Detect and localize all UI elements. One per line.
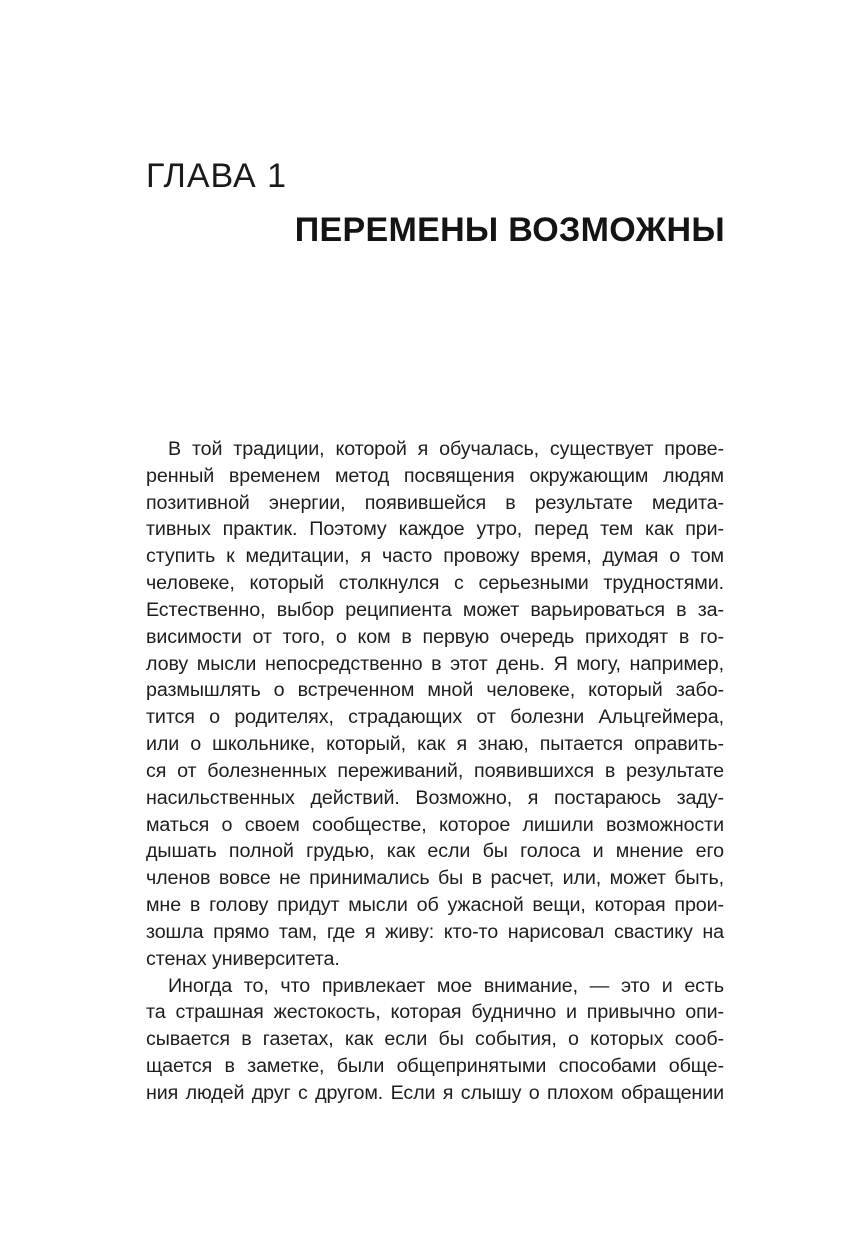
- text-line: Иногда то, что привлекает мое внимание, — это и есть: [168, 974, 724, 997]
- text-line: размышлять о встреченном мной человеке, который забо-: [146, 679, 724, 702]
- text-line: стенах университета.: [146, 947, 340, 970]
- text-line: сывается в газетах, как если бы события, о которых сооб-: [146, 1028, 724, 1051]
- text-line: висимости от того, о ком в первую очередь приходят в го-: [146, 625, 724, 648]
- paragraph: [146, 436, 724, 973]
- text-line: членов вовсе не принимались бы в расчет, или, может быть,: [146, 867, 724, 890]
- text-line: мне в голову придут мысли об ужасной вещи, которая прои-: [146, 894, 724, 917]
- text-line: ся от болезненных переживаний, появившихся в результате: [146, 759, 724, 782]
- text-line: та страшная жестокость, которая буднично и привычно опи-: [146, 1001, 724, 1024]
- chapter-title: ПЕРЕМЕНЫ ВОЗМОЖНЫ: [294, 211, 725, 249]
- text-line: позитивной энергии, появившейся в результате медита-: [146, 491, 724, 514]
- text-line: или о школьнике, который, как я знаю, пытается оправить-: [146, 733, 724, 756]
- paragraph: [146, 973, 724, 1107]
- text-line: тивных практик. Поэтому каждое утро, перед тем как при-: [146, 518, 724, 541]
- text-line: Естественно, выбор реципиента может варьироваться в за-: [146, 598, 724, 621]
- text-line: ния людей друг с другом. Если я слышу о плохом обращении: [146, 1081, 724, 1104]
- chapter-label: ГЛАВА 1: [146, 157, 288, 195]
- text-line: тится о родителях, страдающих от болезни Альцгеймера,: [146, 706, 724, 729]
- text-line: ступить к медитации, я часто провожу время, думая о том: [146, 545, 724, 568]
- text-line: В той традиции, которой я обучалась, существует прове-: [168, 438, 724, 460]
- text-line: лову мысли непосредственно в этот день. Я могу, например,: [146, 652, 724, 675]
- text-line: маться о своем сообществе, которое лишили возможности: [146, 813, 724, 836]
- text-line: щается в заметке, были общепринятыми способами обще-: [146, 1055, 724, 1078]
- body-text: [146, 436, 724, 1107]
- text-line: ренный временем метод посвящения окружающим людям: [146, 464, 724, 487]
- text-line: человеке, который столкнулся с серьезными трудностями.: [146, 572, 724, 595]
- text-line: насильственных действий. Возможно, я постараюсь заду-: [146, 786, 724, 809]
- text-line: дышать полной грудью, как если бы голоса и мнение его: [146, 840, 724, 863]
- text-line: зошла прямо там, где я живу: кто-то нарисовал свастику на: [146, 920, 724, 943]
